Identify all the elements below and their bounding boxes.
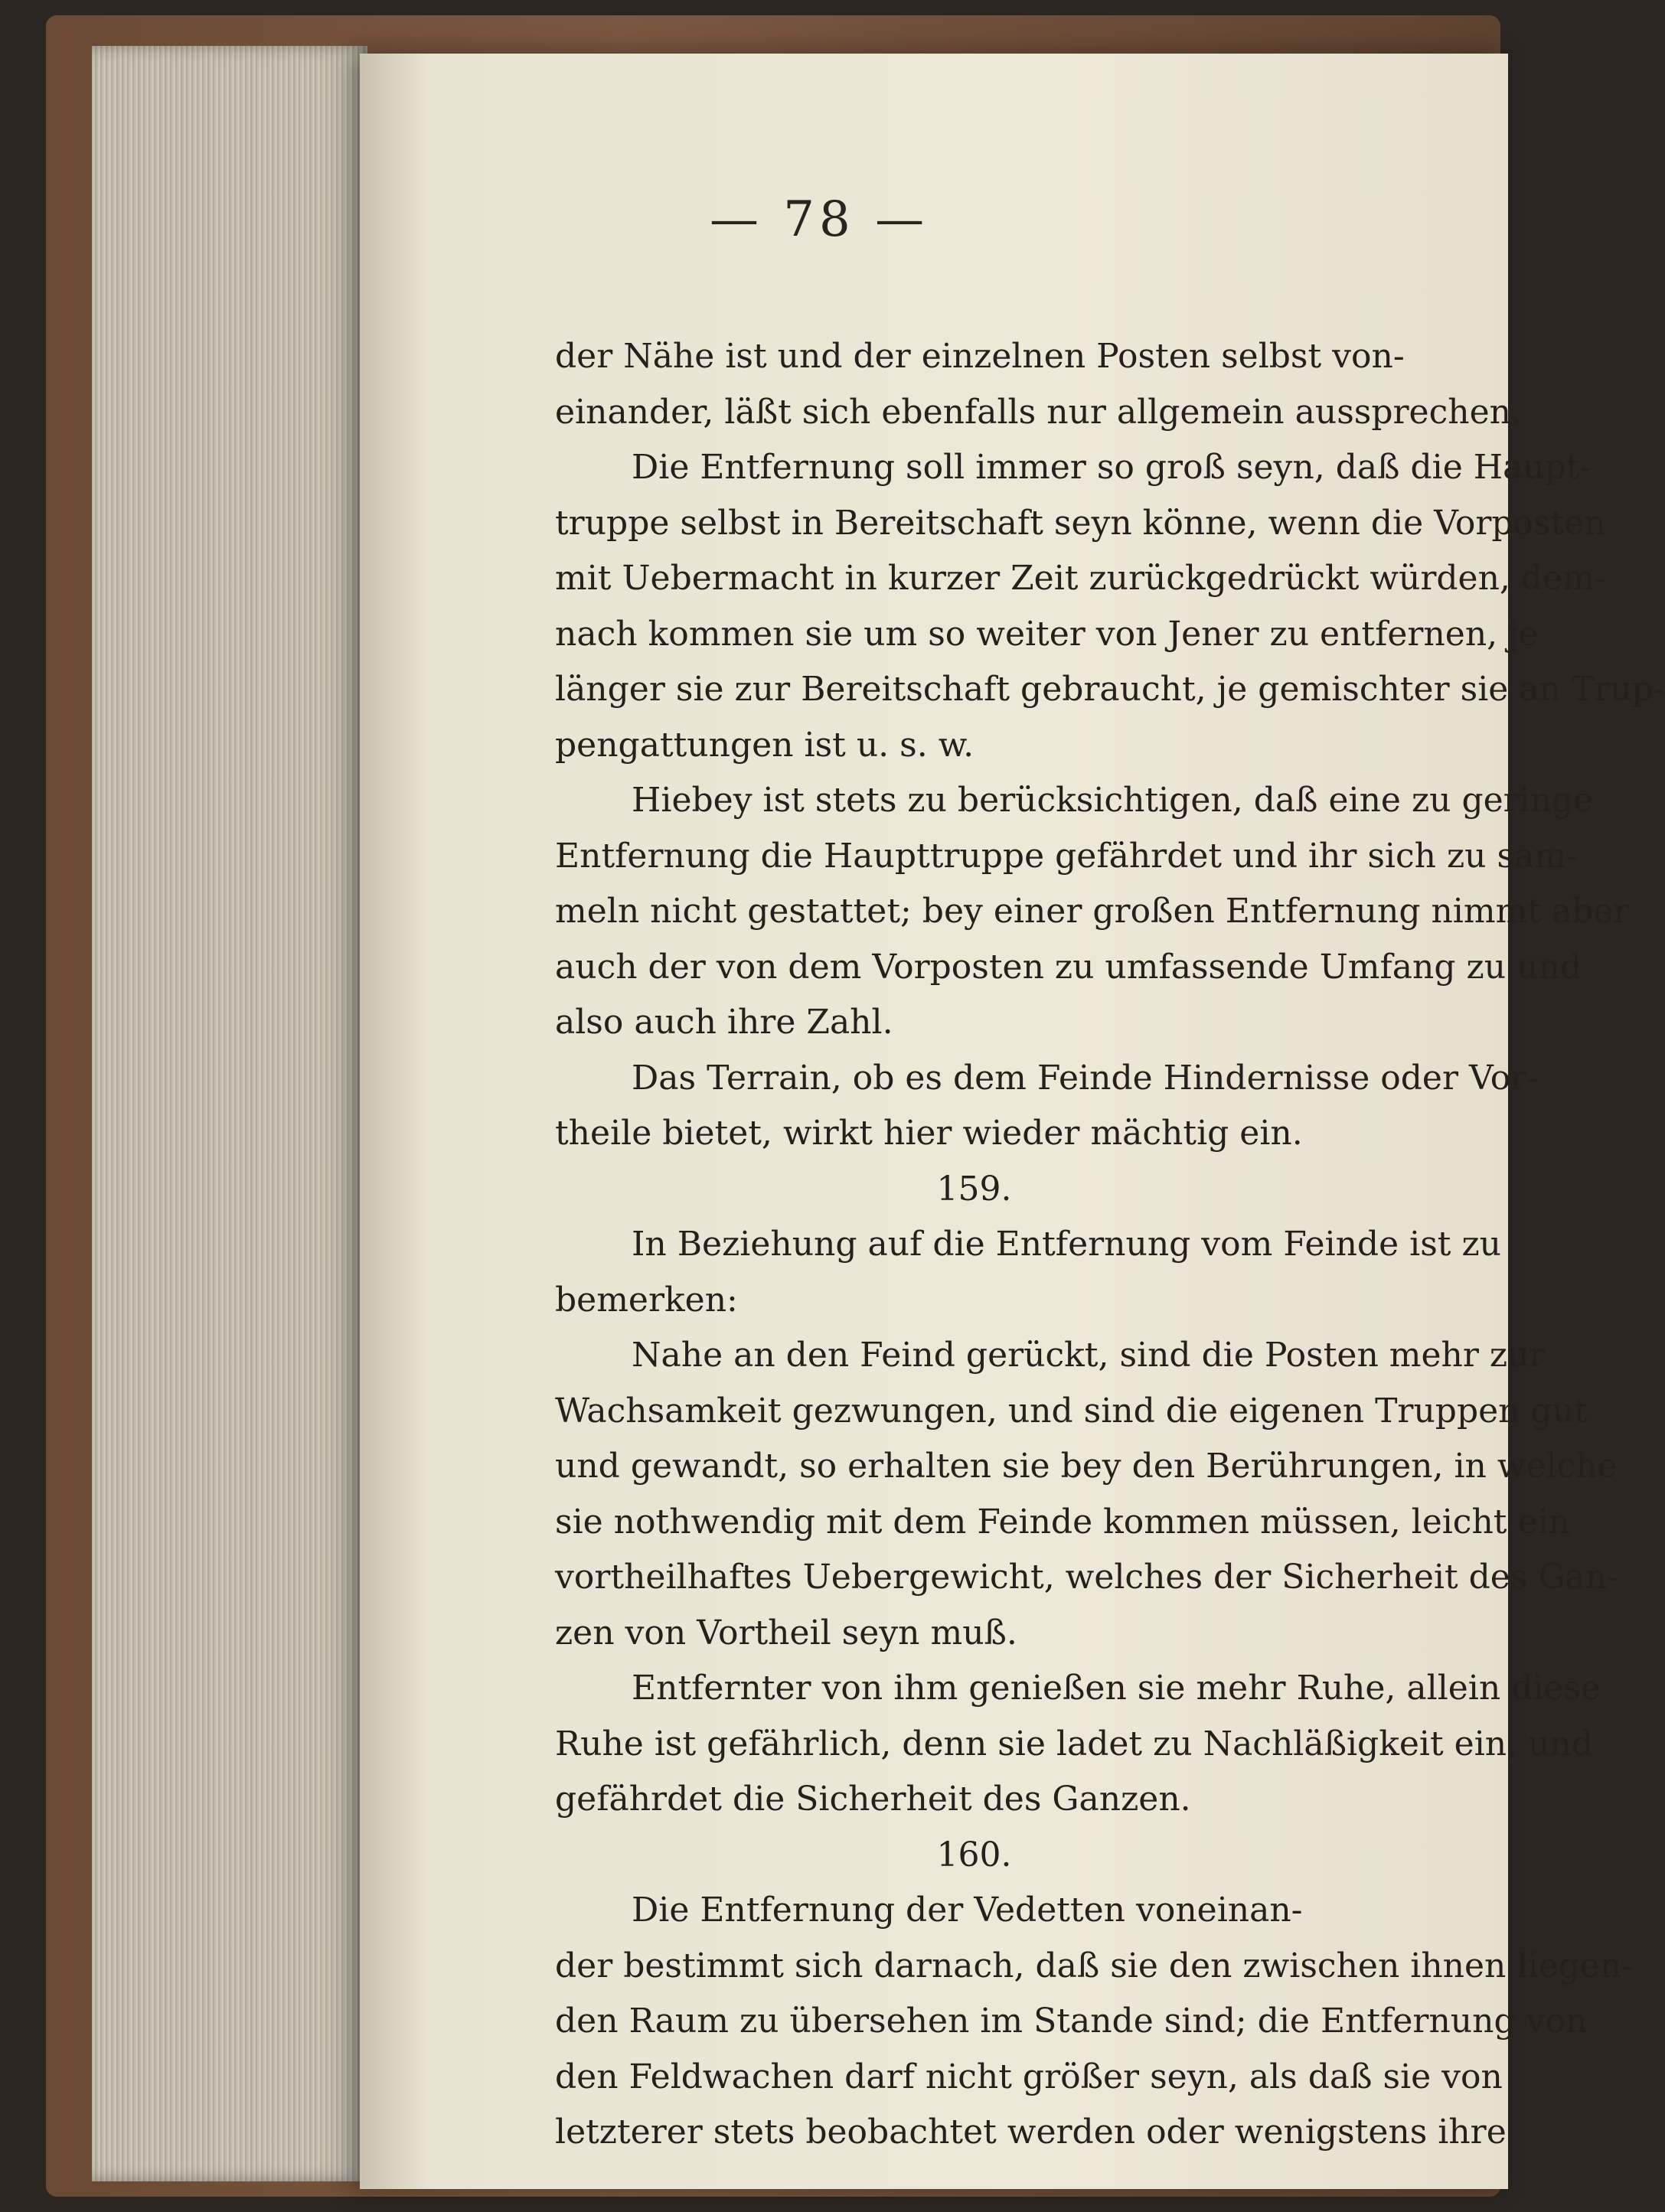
page-edges <box>92 46 367 2181</box>
text-line: Die Entfernung der Vedetten voneinan- <box>632 1891 1303 1930</box>
text-line: der Nähe ist und der einzelnen Posten selbst von- <box>555 337 1405 376</box>
text-line: länger sie zur Bereitschaft gebraucht, je gemischter sie an Trup- <box>555 670 1665 709</box>
text-line: einander, läßt sich ebenfalls nur allgemein aussprechen. <box>555 392 1522 432</box>
text-line: vortheilhaftes Uebergewicht, welches der Sicherheit des Gan- <box>555 1558 1618 1597</box>
text-line: den Raum zu übersehen im Stande sind; die Entfernung von <box>555 2002 1588 2041</box>
text-line: meln nicht gestattet; bey einer großen Entfernung nimmt aber <box>555 892 1630 931</box>
page-number: — 78 — <box>709 191 929 248</box>
text-line: sie nothwendig mit dem Feinde kommen müssen, leicht ein <box>555 1502 1570 1542</box>
text-line: Nahe an den Feind gerückt, sind die Posten mehr zur <box>632 1336 1546 1375</box>
section-number: 160. <box>936 1835 1012 1874</box>
text-line: Das Terrain, ob es dem Feinde Hindernisse oder Vor- <box>632 1058 1539 1098</box>
text-line: nach kommen sie um so weiter von Jener zu entfernen, je <box>555 614 1539 654</box>
text-line: also auch ihre Zahl. <box>555 1003 893 1042</box>
text-line: In Beziehung auf die Entfernung vom Feinde ist zu <box>632 1225 1501 1264</box>
text-line: den Feldwachen darf nicht größer seyn, als daß sie von <box>555 2057 1503 2096</box>
section-number: 159. <box>936 1169 1012 1209</box>
text-line: Entfernung die Haupttruppe gefährdet und ihr sich zu sam- <box>555 836 1578 876</box>
text-line: Entfernter von ihm genießen sie mehr Ruhe, allein diese <box>632 1669 1601 1708</box>
text-line: Wachsamkeit gezwungen, und sind die eigenen Truppen gut <box>555 1391 1588 1431</box>
page-text <box>555 329 1665 2161</box>
text-line: truppe selbst in Bereitschaft seyn könne, wenn die Vorposten <box>555 503 1606 543</box>
text-line: bemerken: <box>555 1280 738 1320</box>
text-line: und gewandt, so erhalten sie bey den Berührungen, in welche <box>555 1447 1618 1486</box>
text-line: gefährdet die Sicherheit des Ganzen. <box>555 1780 1191 1819</box>
text-line: Ruhe ist gefährlich, denn sie ladet zu Nachläßigkeit ein, und <box>555 1724 1593 1763</box>
text-line: Hiebey ist stets zu berücksichtigen, daß eine zu geringe <box>632 781 1594 820</box>
text-line: mit Uebermacht in kurzer Zeit zurückgedrückt würden, dem- <box>555 559 1606 598</box>
text-line: theile bietet, wirkt hier wieder mächtig ein. <box>555 1114 1303 1153</box>
text-line: Die Entfernung soll immer so groß seyn, daß die Haupt- <box>632 448 1592 487</box>
text-line: pengattungen ist u. s. w. <box>555 725 975 765</box>
text-line: zen von Vortheil seyn muß. <box>555 1613 1017 1652</box>
book-page <box>360 54 1665 2189</box>
text-line: auch der von dem Vorposten zu umfassende Umfang zu und <box>555 947 1582 987</box>
text-line: der bestimmt sich darnach, daß sie den zwischen ihnen liegen- <box>555 1946 1633 1985</box>
text-line: letzterer stets beobachtet werden oder wenigstens ihre <box>555 2112 1507 2152</box>
